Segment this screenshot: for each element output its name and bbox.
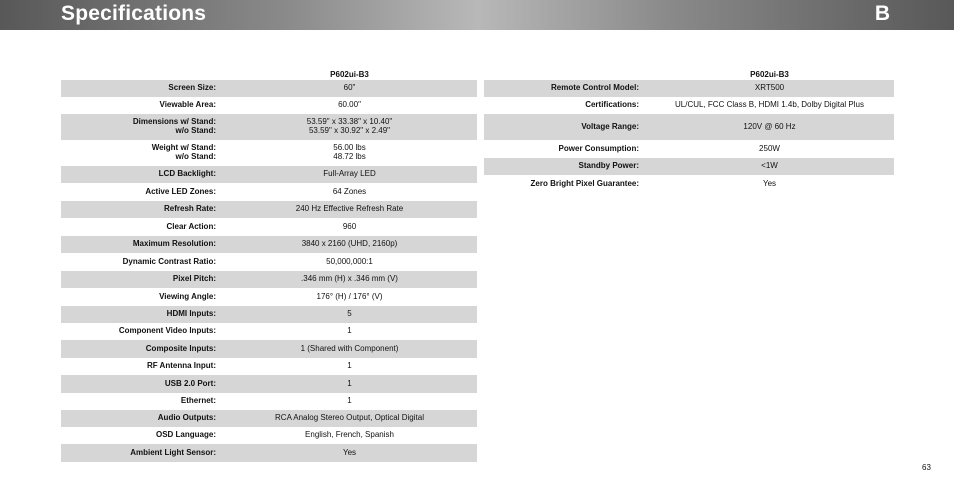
spec-value: [222, 218, 477, 236]
spec-value: [222, 444, 477, 462]
spec-label-line: Power Consumption:: [558, 143, 639, 153]
spec-row: [484, 97, 894, 114]
spec-row: [61, 97, 477, 114]
spec-value-line: 53.59" x 30.92" x 2.49": [308, 126, 391, 135]
spec-label-line: Viewable Area:: [159, 100, 216, 110]
spec-label-line: Composite Inputs:: [145, 343, 216, 353]
spec-label: [61, 427, 222, 444]
spec-label: [61, 288, 222, 306]
spec-value: [222, 393, 477, 410]
spec-value-line: XRT500: [754, 83, 785, 93]
spec-row: [61, 253, 477, 271]
spec-label-line: Audio Outputs:: [157, 413, 216, 423]
spec-label: [61, 236, 222, 253]
label-column-header: [484, 66, 645, 80]
spec-value-line: English, French, Spanish: [305, 430, 394, 440]
spec-label: [61, 444, 222, 462]
spec-value-line: 3840 x 2160 (UHD, 2160p): [301, 239, 398, 249]
spec-value: [222, 271, 477, 288]
spec-label-line: Viewing Angle:: [159, 291, 216, 301]
spec-value-line: Yes: [342, 447, 357, 457]
spec-value-line: .346 mm (H) x .346 mm (V): [301, 274, 398, 284]
spec-row: [61, 410, 477, 427]
spec-value-line: 176° (H) / 176° (V): [316, 291, 383, 301]
spec-label-line: Active LED Zones:: [145, 186, 216, 196]
spec-value: [222, 97, 477, 114]
spec-label: [61, 166, 222, 183]
spec-value: [645, 158, 894, 175]
spec-value-line: Yes: [762, 179, 777, 189]
spec-value-line: 1: [347, 361, 352, 371]
spec-value: [222, 140, 477, 166]
spec-row: [61, 340, 477, 358]
spec-row: [61, 236, 477, 253]
spec-row: [61, 140, 477, 166]
spec-value: [222, 253, 477, 271]
model-column-header: P602ui-B3: [330, 70, 369, 79]
page-title: Specifications: [61, 2, 207, 25]
spec-label: [61, 271, 222, 288]
spec-row: [61, 166, 477, 183]
spec-label: [61, 340, 222, 358]
spec-row: [61, 114, 477, 140]
spec-label: [61, 140, 222, 166]
spec-label-line: Pixel Pitch:: [172, 274, 216, 284]
spec-label: [61, 375, 222, 393]
spec-value-line: <1W: [761, 161, 778, 171]
spec-value: [645, 175, 894, 194]
spec-value: [222, 80, 477, 97]
section-letter: B: [874, 2, 890, 25]
spec-row: [61, 271, 477, 288]
spec-row: [484, 175, 894, 194]
table-header-row: [484, 66, 894, 80]
spec-value-line: 60.00": [338, 100, 361, 110]
spec-label-line: USB 2.0 Port:: [164, 378, 216, 388]
spec-table-left: [61, 66, 477, 462]
spec-value-line: 1: [347, 326, 352, 336]
spec-row: [61, 80, 477, 97]
spec-label: [484, 158, 645, 175]
spec-row: [61, 323, 477, 340]
spec-value-line: Full-Array LED: [323, 169, 376, 179]
spec-value: [645, 97, 894, 114]
spec-value-line: 120V @ 60 Hz: [743, 121, 796, 131]
spec-label: [484, 80, 645, 97]
spec-label: [61, 306, 222, 323]
spec-value: [222, 323, 477, 340]
spec-table-right: [484, 66, 894, 194]
spec-value: [645, 140, 894, 158]
spec-value: [222, 410, 477, 427]
spec-value: [645, 80, 894, 97]
spec-label-line: RF Antenna Input:: [146, 361, 216, 371]
spec-label: [61, 218, 222, 236]
spec-label: [484, 97, 645, 114]
spec-row: [61, 288, 477, 306]
spec-label-line: Dynamic Contrast Ratio:: [122, 256, 216, 266]
spec-label-line: Zero Bright Pixel Guarantee:: [530, 179, 639, 189]
page-header: [0, 0, 954, 30]
spec-label-line: Ethernet:: [180, 396, 216, 406]
spec-label-line: HDMI Inputs:: [166, 309, 216, 319]
spec-value: [222, 358, 477, 375]
spec-value: [222, 427, 477, 444]
spec-table-left-body: [61, 80, 477, 462]
spec-label-line: w/o Stand:: [175, 152, 216, 161]
spec-label: [61, 183, 222, 201]
spec-row: [61, 183, 477, 201]
spec-row: [61, 393, 477, 410]
spec-value-line: 1: [347, 396, 352, 406]
spec-value: [222, 166, 477, 183]
spec-value-line: 1: [347, 378, 352, 388]
spec-value: [222, 236, 477, 253]
spec-value: [222, 114, 477, 140]
spec-row: [484, 158, 894, 175]
spec-label-line: Dimensions w/ Stand:: [132, 117, 216, 127]
spec-label-line: Component Video Inputs:: [118, 326, 216, 336]
model-column-header: P602ui-B3: [750, 70, 789, 79]
spec-label: [61, 114, 222, 140]
spec-label: [484, 114, 645, 140]
spec-label-line: LCD Backlight:: [158, 169, 216, 179]
spec-value-line: 1 (Shared with Component): [300, 343, 399, 353]
spec-row: [484, 80, 894, 97]
spec-value-line: 64 Zones: [332, 186, 367, 196]
spec-value: [222, 288, 477, 306]
spec-label: [61, 253, 222, 271]
spec-value: [222, 306, 477, 323]
spec-label: [61, 323, 222, 340]
spec-label: [484, 140, 645, 158]
spec-value-line: 240 Hz Effective Refresh Rate: [295, 204, 404, 214]
spec-value: [645, 114, 894, 140]
spec-label: [484, 175, 645, 194]
spec-label: [61, 358, 222, 375]
spec-label-line: Screen Size:: [168, 83, 216, 93]
spec-row: [61, 358, 477, 375]
spec-label: [61, 410, 222, 427]
spec-label-line: Voltage Range:: [581, 121, 639, 131]
table-header-row: [61, 66, 477, 80]
spec-table-right-body: [484, 80, 894, 194]
spec-label-line: Remote Control Model:: [551, 83, 639, 93]
spec-value: [222, 340, 477, 358]
spec-label-line: Ambient Light Sensor:: [130, 447, 216, 457]
spec-label-line: Certifications:: [585, 100, 639, 110]
spec-value-line: 250W: [759, 143, 780, 153]
spec-value-line: 50,000,000:1: [326, 256, 373, 266]
spec-value-line: 48.72 lbs: [333, 152, 366, 161]
spec-value: [222, 201, 477, 218]
spec-label: [61, 97, 222, 114]
spec-label: [61, 80, 222, 97]
spec-label-line: w/o Stand:: [175, 126, 216, 135]
spec-value-line: 960: [342, 221, 357, 231]
spec-row: [61, 375, 477, 393]
spec-row: [61, 427, 477, 444]
spec-value-line: 56.00 lbs: [333, 143, 366, 153]
spec-value-line: 53.59" x 33.38" x 10.40": [306, 117, 393, 127]
spec-label-line: Maximum Resolution:: [132, 239, 216, 249]
spec-label-line: Refresh Rate:: [163, 204, 216, 214]
label-column-header: [61, 66, 222, 80]
spec-value: [222, 375, 477, 393]
spec-row: [484, 114, 894, 140]
spec-label: [61, 393, 222, 410]
spec-value-line: 5: [347, 309, 352, 319]
spec-value: [222, 183, 477, 201]
page-number: 63: [922, 463, 931, 472]
spec-label: [61, 201, 222, 218]
spec-label-line: Weight w/ Stand:: [151, 143, 216, 153]
spec-value-line: RCA Analog Stereo Output, Optical Digital: [275, 413, 424, 423]
spec-value-line: UL/CUL, FCC Class B, HDMI 1.4b, Dolby Digital Plus: [675, 100, 864, 110]
spec-value-line: 60": [343, 83, 356, 93]
spec-row: [61, 444, 477, 462]
spec-row: [61, 306, 477, 323]
spec-label-line: Clear Action:: [166, 221, 216, 231]
spec-label-line: Standby Power:: [578, 161, 639, 171]
spec-row: [61, 218, 477, 236]
spec-row: [484, 140, 894, 158]
spec-row: [61, 201, 477, 218]
spec-label-line: OSD Language:: [155, 430, 216, 440]
